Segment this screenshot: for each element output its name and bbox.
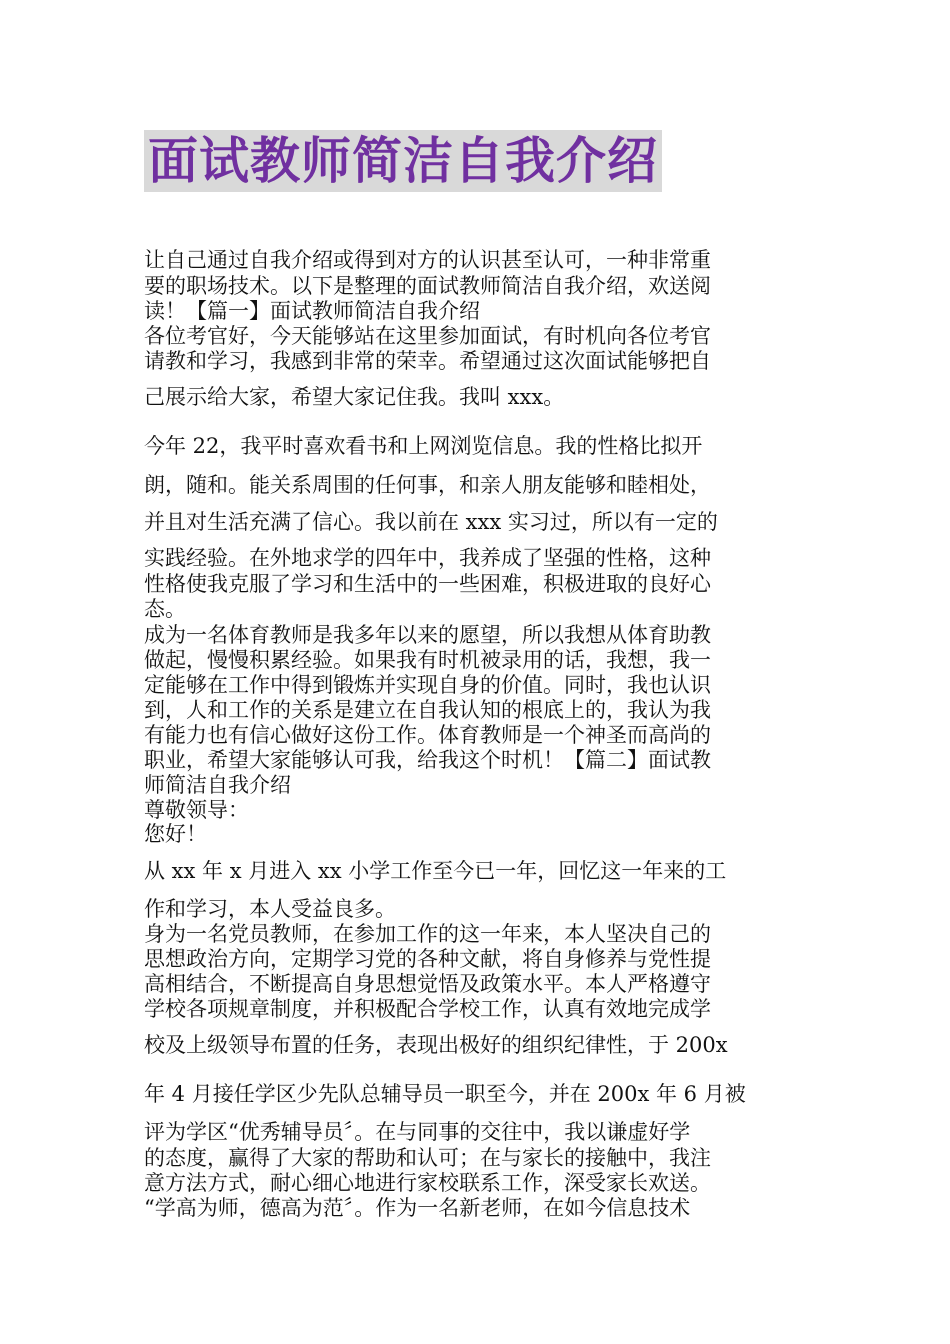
text-line: 有能力也有信心做好这份工作。体育教师是一个神圣而高尚的 [144, 723, 711, 747]
text-line: “学高为师，德高为范〞。作为一名新老师，在如今信息技术 [144, 1196, 691, 1220]
text-line: 实践经验。在外地求学的四年中，我养成了坚强的性格，这种 [144, 546, 711, 570]
text-line: 校及上级领导布置的任务，表现出极好的组织纪律性，于 200x [144, 1033, 728, 1057]
text-line: 师简洁自我介绍 [144, 773, 291, 797]
text-line: 各位考官好，今天能够站在这里参加面试，有时机向各位考官 [144, 324, 711, 348]
text-line: 成为一名体育教师是我多年以来的愿望，所以我想从体育助教 [144, 623, 711, 647]
text-line: 己展示给大家，希望大家记住我。我叫 xxx。 [144, 385, 565, 409]
text-line: 到，人和工作的关系是建立在自我认知的根底上的，我认为我 [144, 698, 711, 722]
text-line: 读！【篇一】面试教师简洁自我介绍 [144, 299, 480, 323]
text-line: 学校各项规章制度，并积极配合学校工作，认真有效地完成学 [144, 997, 711, 1021]
text-line: 请教和学习，我感到非常的荣幸。希望通过这次面试能够把自 [144, 349, 711, 373]
text-line: 性格使我克服了学习和生活中的一些困难，积极进取的良好心 [144, 572, 711, 596]
text-line: 定能够在工作中得到锻炼并实现自身的价值。同时，我也认识 [144, 673, 711, 697]
text-line: 职业，希望大家能够认可我，给我这个时机！【篇二】面试教 [144, 748, 711, 772]
text-line: 评为学区“优秀辅导员〞。在与同事的交往中，我以谦虚好学 [144, 1120, 691, 1144]
text-line: 朗，随和。能关系周围的任何事，和亲人朋友能够和睦相处， [144, 473, 711, 497]
text-line: 作和学习，本人受益良多。 [144, 897, 396, 921]
text-line: 意方法方式，耐心细心地进行家校联系工作，深受家长欢送。 [144, 1171, 711, 1195]
text-line: 今年 22，我平时喜欢看书和上网浏览信息。我的性格比拟开 [144, 434, 703, 458]
text-line: 做起，慢慢积累经验。如果我有时机被录用的话，我想，我一 [144, 648, 711, 672]
text-line: 高相结合，不断提高自身思想觉悟及政策水平。本人严格遵守 [144, 972, 711, 996]
text-line: 年 4 月接任学区少先队总辅导员一职至今，并在 200x 年 6 月被 [144, 1082, 746, 1106]
text-line: 身为一名党员教师，在参加工作的这一年来，本人坚决自己的 [144, 922, 711, 946]
text-line: 您好！ [144, 822, 207, 846]
text-line: 态。 [144, 597, 186, 621]
text-line: 让自己通过自我介绍或得到对方的认识甚至认可，一种非常重 [144, 248, 711, 272]
text-line: 的态度，赢得了大家的帮助和认可；在与家长的接触中，我注 [144, 1146, 711, 1170]
document-title: 面试教师简洁自我介绍 [144, 130, 662, 192]
text-line: 尊敬领导： [144, 798, 249, 822]
text-line: 并且对生活充满了信心。我以前在 xxx 实习过，所以有一定的 [144, 510, 718, 534]
text-line: 思想政治方向，定期学习党的各种文献，将自身修养与党性提 [144, 947, 711, 971]
text-line: 从 xx 年 x 月进入 xx 小学工作至今已一年，回忆这一年来的工 [144, 859, 727, 883]
text-line: 要的职场技术。以下是整理的面试教师简洁自我介绍，欢送阅 [144, 274, 711, 298]
